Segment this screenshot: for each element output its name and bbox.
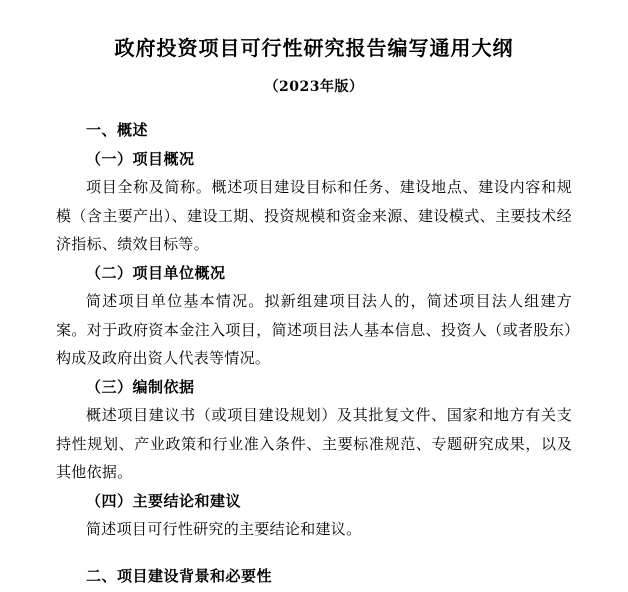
section-heading: 一、概述 xyxy=(86,121,149,139)
sub-heading: （二）项目单位概况 xyxy=(86,263,226,282)
sub-heading: （一）项目概况 xyxy=(86,149,195,168)
sub-heading: （三）编制依据 xyxy=(86,377,195,396)
document-version-subtitle: （2023年版） xyxy=(264,79,364,95)
paragraph: 项目全称及简称。概述项目建设目标和任务、建设地点、建设内容和规模（含主要产出）、建设工期、投资规模和资金来源、建设模式、主要技术经济指标、绩效目标等。 xyxy=(56,178,572,253)
sub-heading: （四）主要结论和建议 xyxy=(86,491,242,510)
paragraph: 概述项目建议书（或项目建设规划）及其批复文件、国家和地方有关支持性规划、产业政策和行业准入条件、主要标准规范、专题研究成果，以及其他依据。 xyxy=(56,406,572,481)
page-title: 政府投资项目可行性研究报告编写通用大纲 xyxy=(114,36,514,60)
document-body xyxy=(56,116,572,590)
paragraph: 简述项目可行性研究的主要结论和建议。 xyxy=(86,520,362,538)
paragraph: 简述项目单位基本情况。拟新组建项目法人的，简述项目法人组建方案。对于政府资本金注入项目，简述项目法人基本信息、投资人（或者股东）构成及政府出资人代表等情况。 xyxy=(56,292,572,367)
section-heading: 二、项目建设背景和必要性 xyxy=(86,566,273,585)
